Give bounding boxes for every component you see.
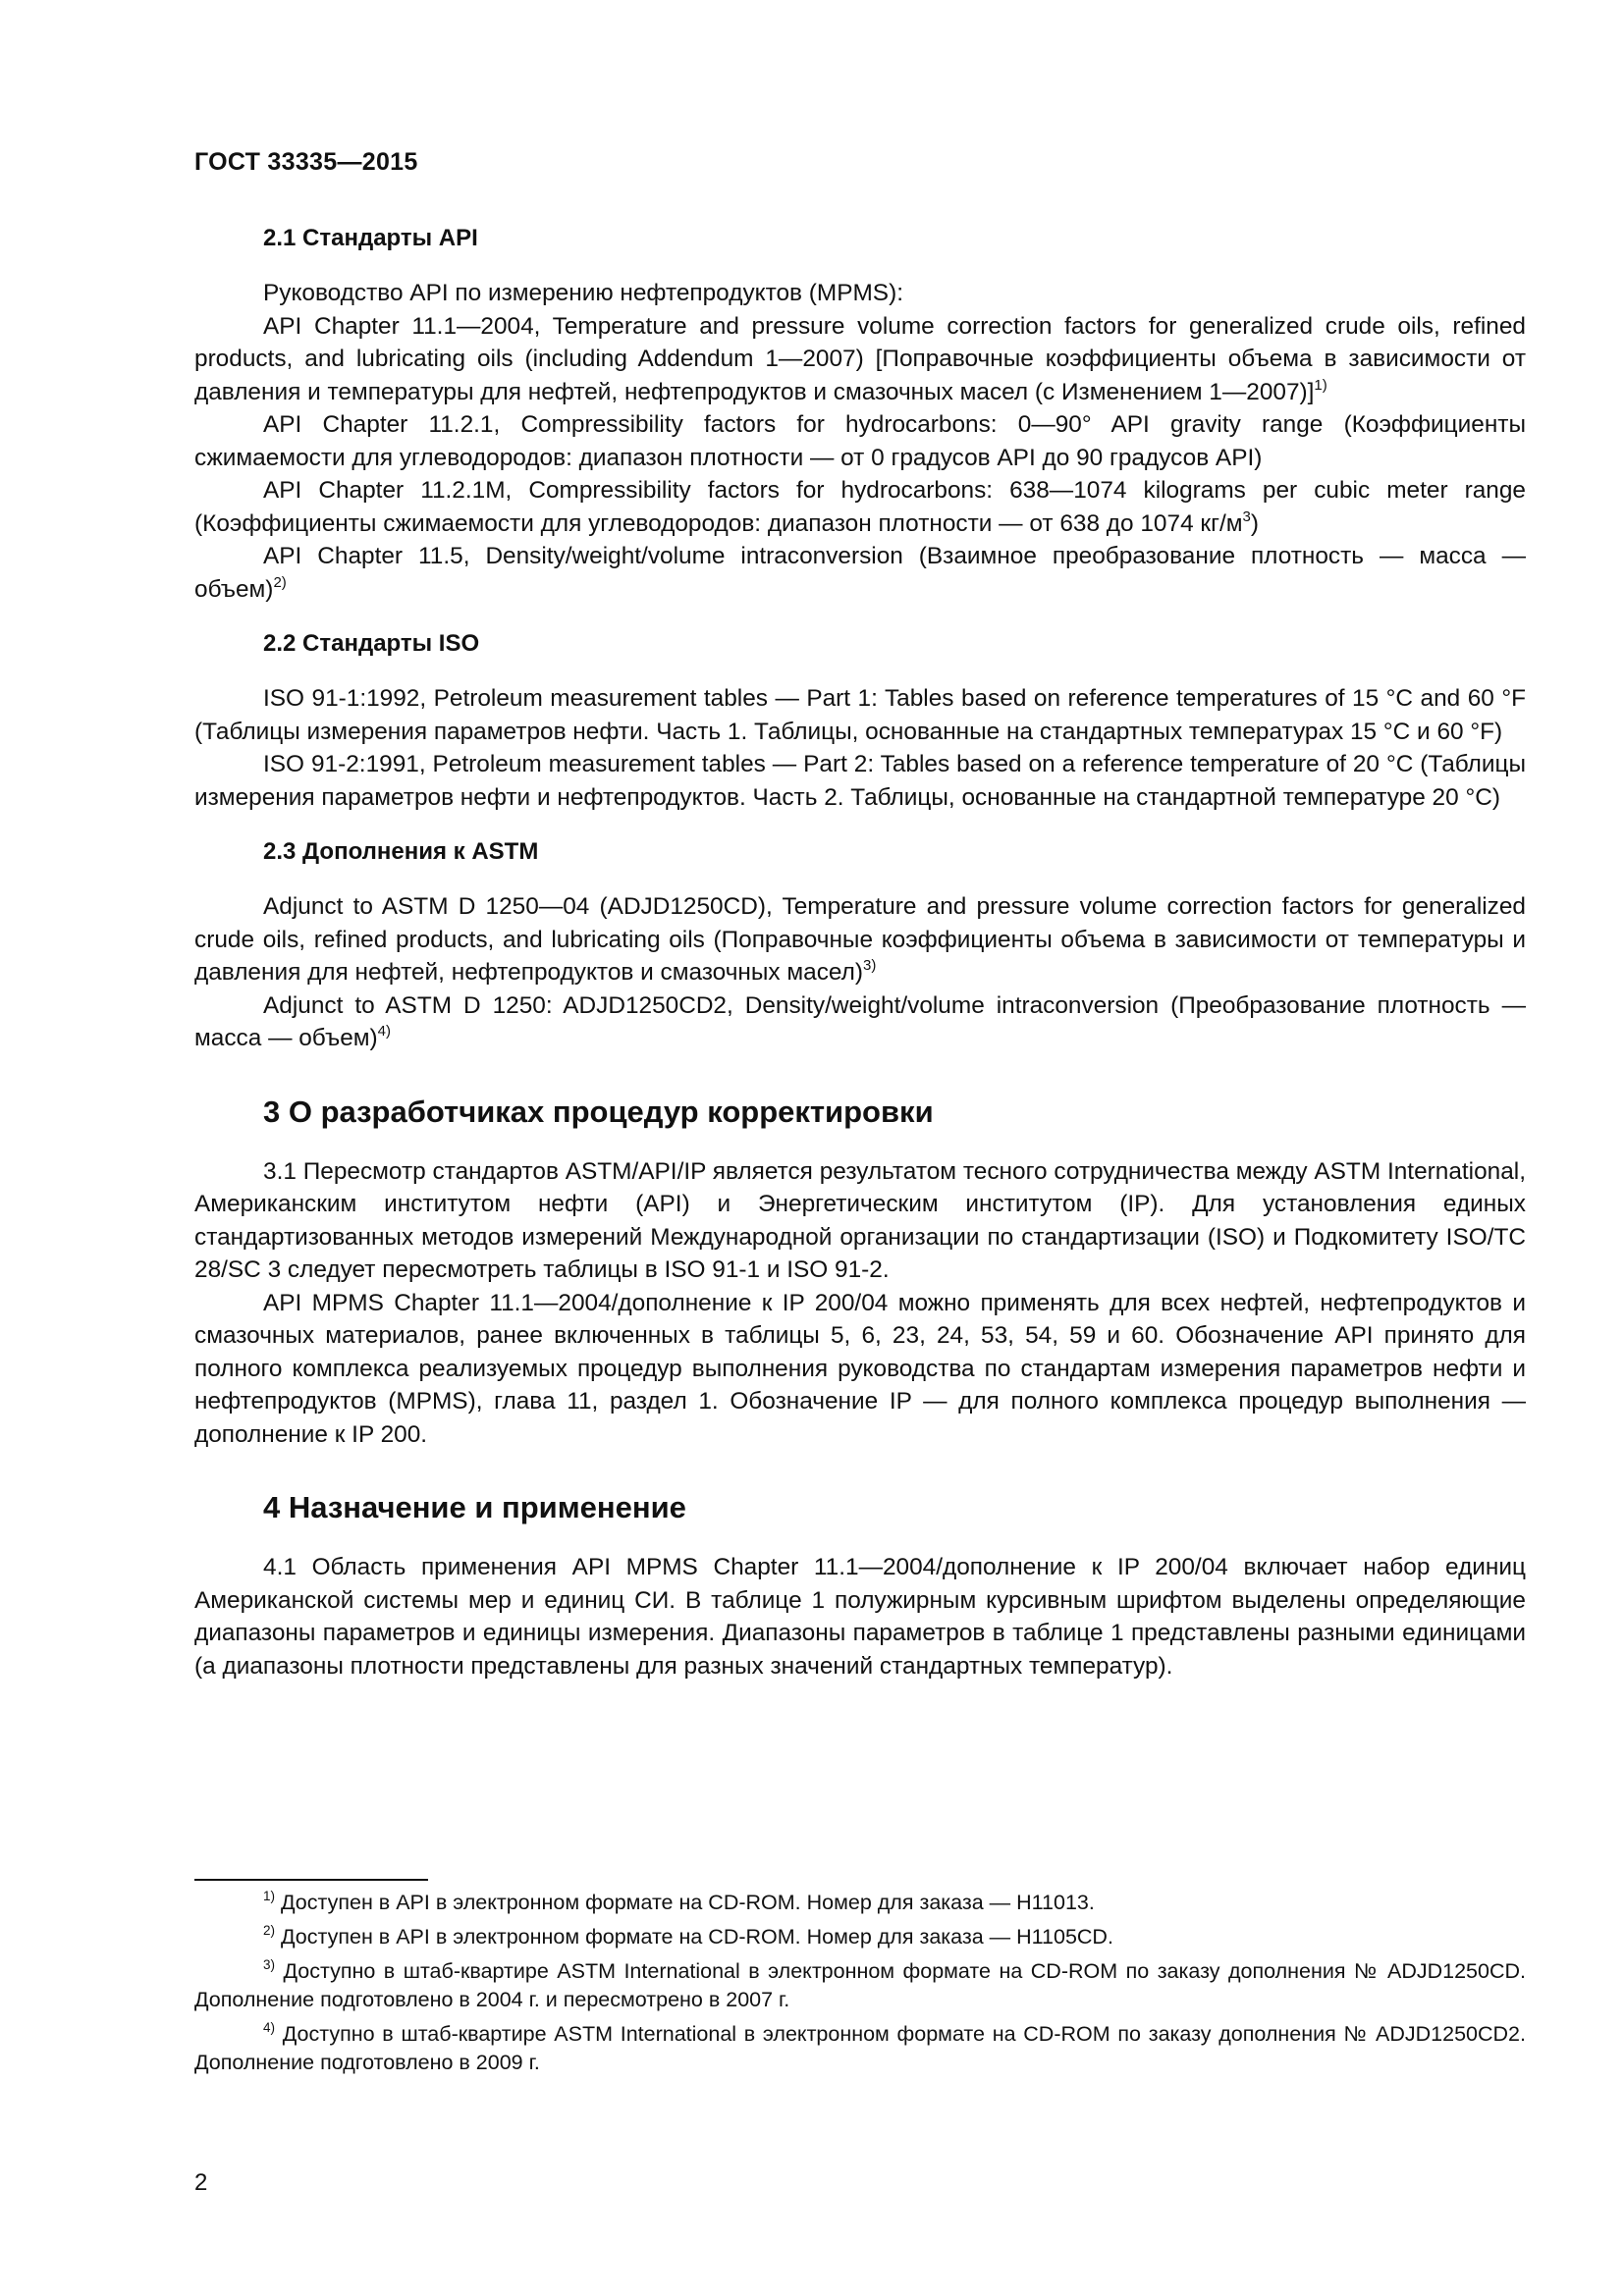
- paragraph: Руководство API по измерению нефтепродуктов (MPMS):: [263, 280, 903, 306]
- section-2-2-title: 2.2 Стандарты ISO: [263, 630, 480, 657]
- paragraph: Adjunct to ASTM D 1250—04 (ADJD1250CD), Temperature and pressure volume correction factors for generalized crude oils, refined products, and lubricating oils (Поправочные коэффициенты объема в зависимости от температуры и давления для нефтей, нефтепродуктов и смазочных масел)$^{3)}$: [194, 893, 1526, 986]
- paragraph: 4.1 Область применения API MPMS Chapter 11.1—2004/дополнение к IP 200/04 включает набор единиц Американской системы мер и единиц СИ. В таблице 1 полужирным курсивным шрифтом выделены определяющие диапазоны параметров и единицы измерения. Диапазоны параметров в таблице 1 представлены разными единицами (а диапазоны плотности представлены для разных значений стандартных температур).: [194, 1554, 1526, 1680]
- footnote: $^{3)}$ Доступно в штаб-квартире ASTM International в электронном формате на CD-ROM по заказу дополнения № ADJD1250CD. Дополнение подготовлено в 2004 г. и пересмотрено в 2007 г.: [194, 1957, 1526, 2011]
- paragraph: ISO 91-1:1992, Petroleum measurement tables — Part 1: Tables based on reference temperatures of 15 °C and 60 °F (Таблицы измерения параметров нефти. Часть 1. Таблицы, основанные на стандартных температурах 15 °C и 60 °F): [194, 685, 1526, 745]
- document-id-header: ГОСТ 33335—2015: [194, 148, 418, 176]
- footnote-ref[interactable]: 2): [273, 573, 287, 591]
- section-3-title: 3 О разработчиках процедур корректировки: [263, 1094, 934, 1129]
- superscript: 3: [1242, 507, 1251, 525]
- footnote: $^{1)}$ Доступен в API в электронном формате на CD-ROM. Номер для заказа — H11013.: [263, 1889, 1095, 1914]
- footnote-ref[interactable]: 4): [377, 1023, 392, 1040]
- document-body: [194, 222, 1526, 1682]
- paragraph: 3.1 Пересмотр стандартов ASTM/API/IP является результатом тесного сотрудничества между ASTM International, Американским институтом нефти (API) и Энергетическим институтом (IP). Для установления единых стандартизованных методов измерений Международной организации по стандартизации (ISO) и Подкомитету ISO/TC 28/SC 3 следует пересмотреть таблицы в ISO 91-1 и ISO 91-2.: [194, 1157, 1526, 1283]
- paragraph: API Chapter 11.2.1M, Compressibility factors for hydrocarbons: 638—1074 kilograms per cubic meter range (Коэффициенты сжимаемости для углеводородов: диапазон плотности — от 638 до 1074 $кг/м^3$): [194, 477, 1526, 537]
- section-2-3-title: 2.3 Дополнения к ASTM: [263, 838, 539, 865]
- footnotes: [194, 1889, 1526, 2083]
- footnote-ref[interactable]: 1): [1314, 376, 1327, 394]
- paragraph: API Chapter 11.1—2004, Temperature and pressure volume correction factors for generalized crude oils, refined products, and lubricating oils (including Addendum 1—2007) [Поправочные коэффициенты объема в зависимости от давления и температуры для нефтей, нефтепродуктов и смазочных масел (с Изменением 1—2007)]$^{1)}$: [194, 312, 1526, 405]
- paragraph: API MPMS Chapter 11.1—2004/дополнение к IP 200/04 можно применять для всех нефтей, нефтепродуктов и смазочных материалов, ранее включенных в таблицы 5, 6, 23, 24, 53, 54, 59 и 60. Обозначение API принято для полного комплекса реализуемых процедур выполнения руководства по стандартам измерения параметров нефти и нефтепродуктов (MPMS), глава 11, раздел 1. Обозначение IP — для полного комплекса процедур выполнения — дополнение к IP 200.: [194, 1289, 1526, 1448]
- footnote-divider: [194, 1879, 428, 1881]
- paragraph: Adjunct to ASTM D 1250: ADJD1250CD2, Density/weight/volume intraconversion (Преобразование плотность — масса — объем)$^{4)}$: [194, 991, 1526, 1051]
- paragraph: API Chapter 11.5, Density/weight/volume intraconversion (Взаимное преобразование плотность — масса — объем)$^{2)}$: [194, 543, 1526, 603]
- paragraph: ISO 91-2:1991, Petroleum measurement tables — Part 2: Tables based on a reference temperature of 20 °C (Таблицы измерения параметров нефти и нефтепродуктов. Часть 2. Таблицы, основанные на стандартной температуре 20 °C): [194, 751, 1526, 811]
- footnote: $^{2)}$ Доступен в API в электронном формате на CD-ROM. Номер для заказа — H1105CD.: [263, 1923, 1113, 1949]
- footnote: $^{4)}$ Доступно в штаб-квартире ASTM International в электронном формате на CD-ROM по заказу дополнения № ADJD1250CD2. Дополнение подготовлено в 2009 г.: [194, 2020, 1526, 2074]
- section-4-title: 4 Назначение и применение: [263, 1490, 686, 1524]
- footnote-ref[interactable]: 3): [863, 957, 877, 974]
- paragraph: API Chapter 11.2.1, Compressibility factors for hydrocarbons: 0—90° API gravity range (Коэффициенты сжимаемости для углеводородов: диапазон плотности — от 0 градусов API до 90 градусов API): [194, 411, 1526, 471]
- page-number: 2: [194, 2169, 208, 2196]
- section-2-1-title: 2.1 Стандарты API: [263, 225, 478, 251]
